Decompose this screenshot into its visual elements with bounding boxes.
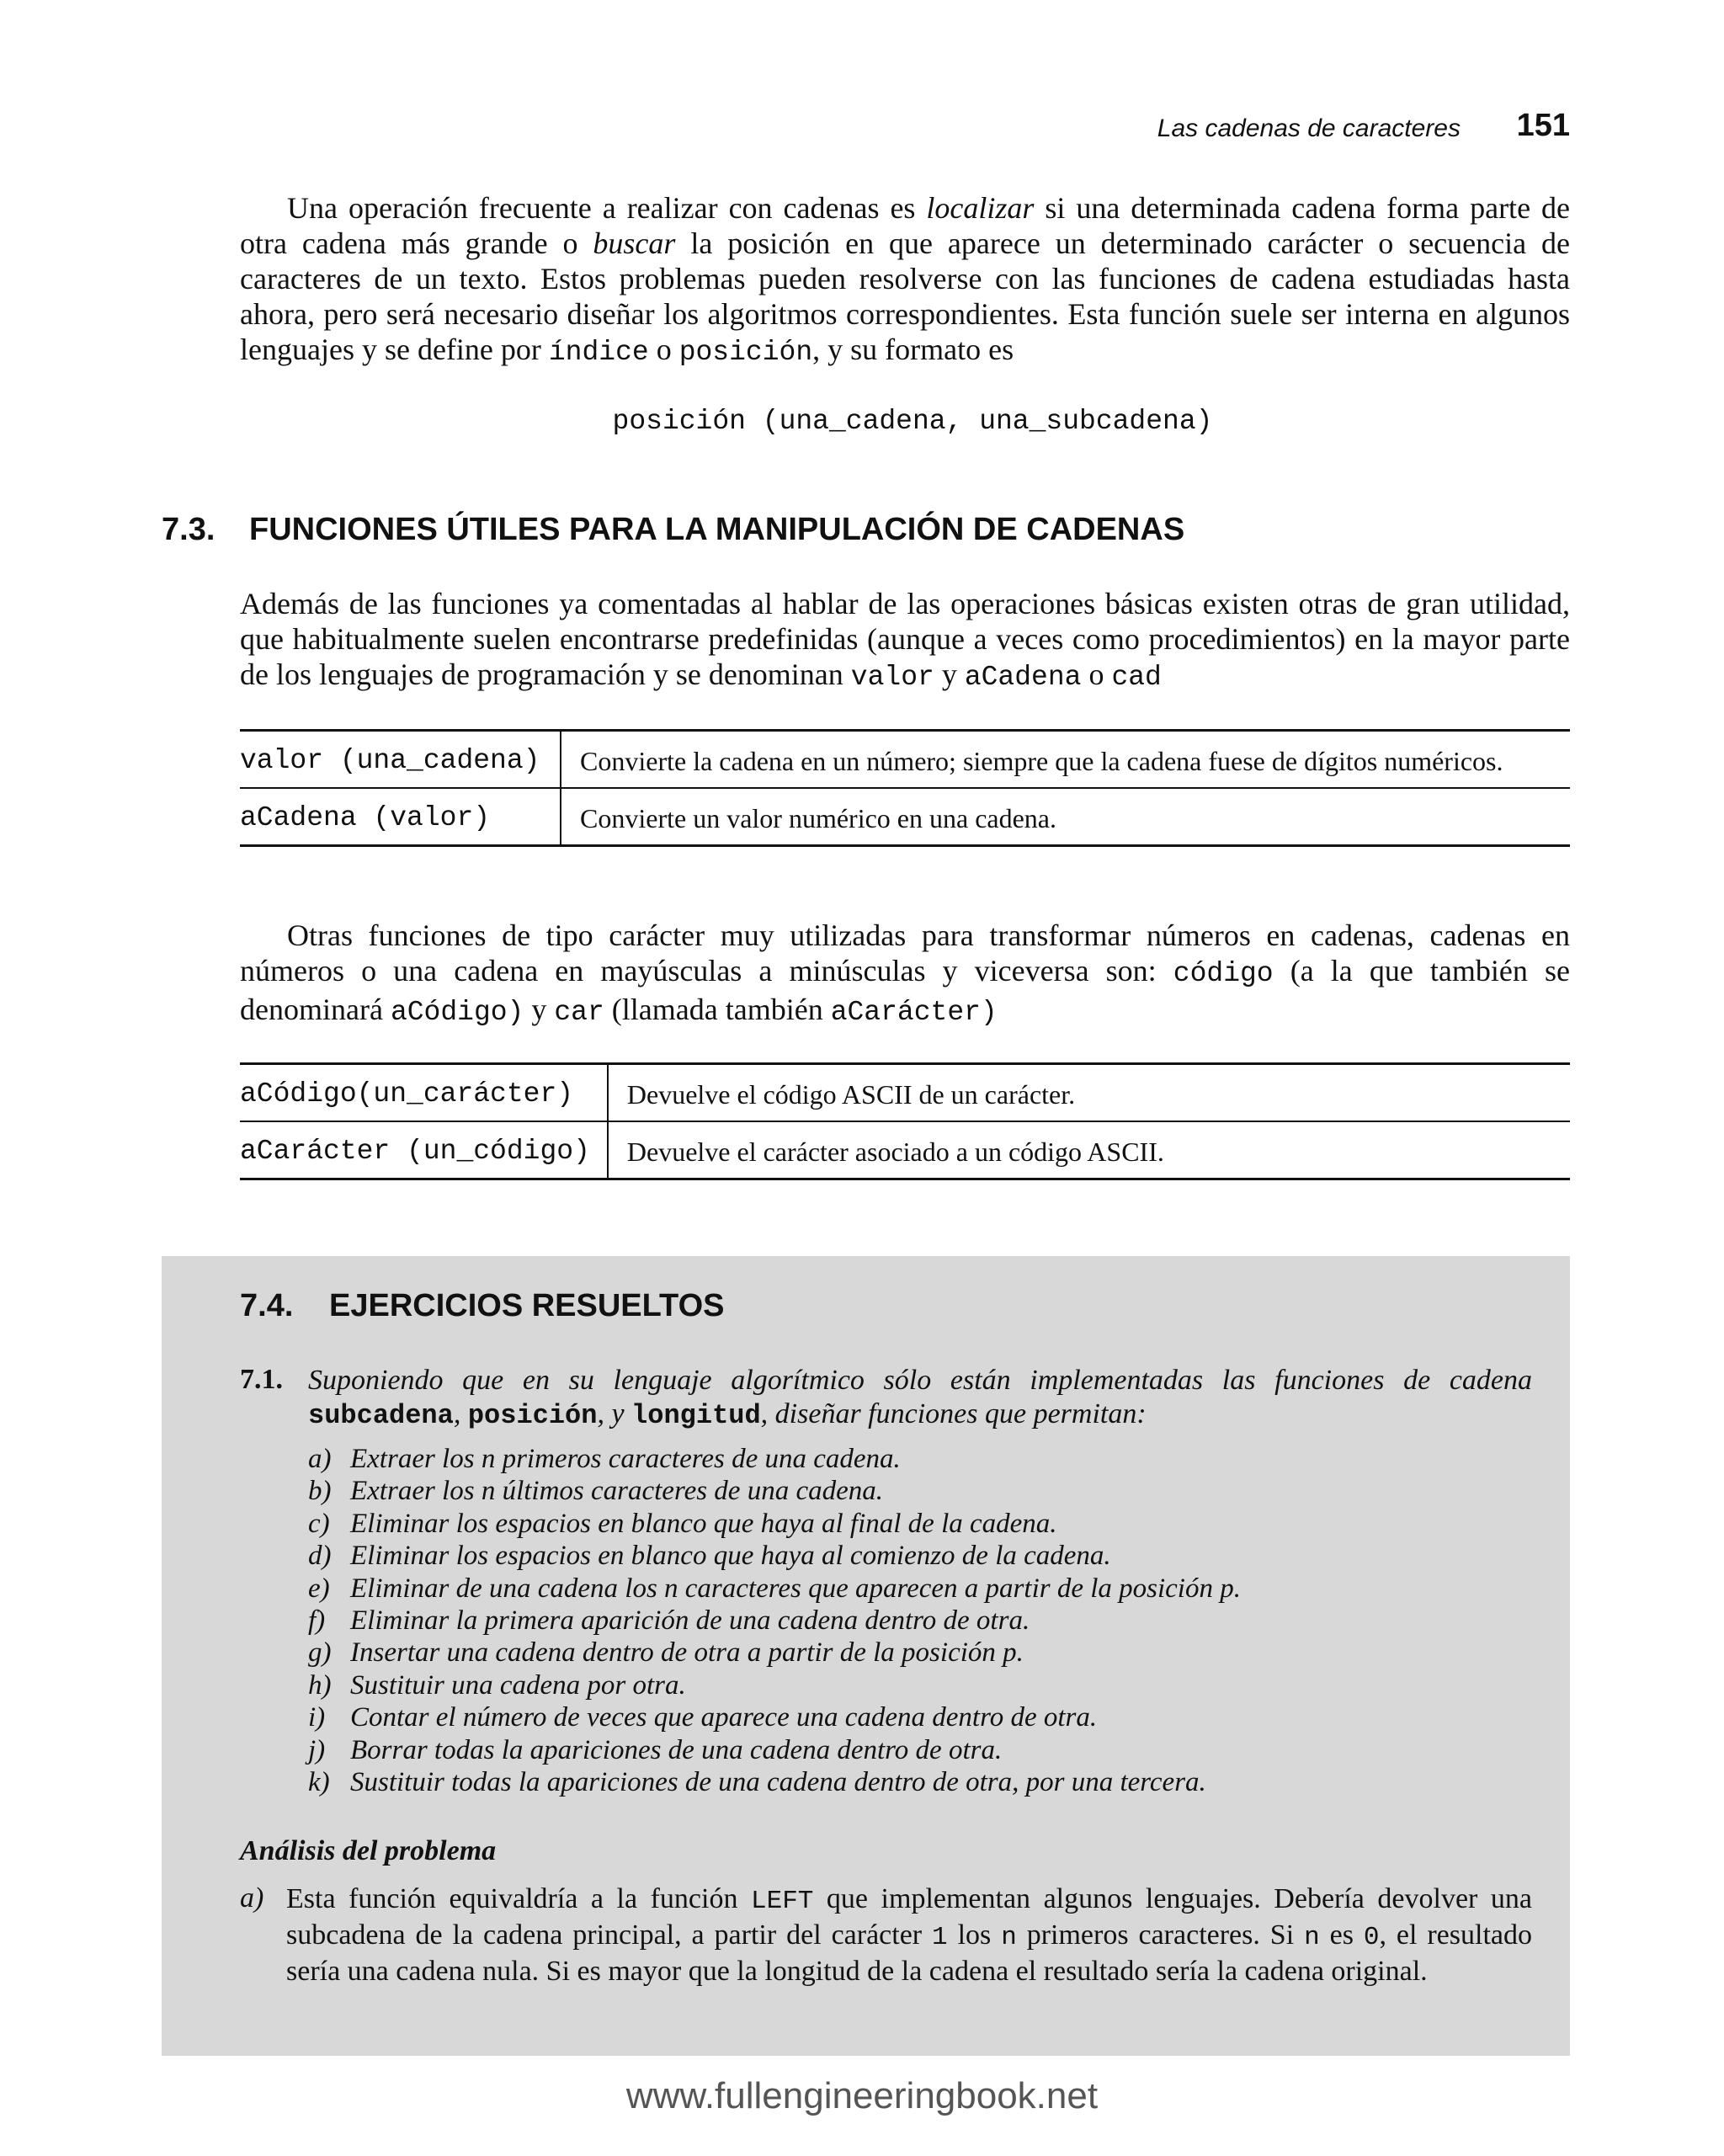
- list-item: [308, 1669, 1532, 1701]
- answer-text: es: [1319, 1919, 1364, 1951]
- body-text: Otras funciones de tipo carácter muy utilizadas para transformar números en cadenas, cadenas en números o una cadena en mayúsculas a minúsculas y viceversa son:: [240, 918, 1570, 988]
- section-heading-7-3: [162, 512, 1184, 548]
- item-label: k): [308, 1767, 330, 1798]
- list-item: [308, 1734, 1532, 1766]
- item-text: Eliminar los espacios en blanco que haya al comienzo de la cadena.: [350, 1541, 1111, 1572]
- intro-emphasis-buscar: buscar: [593, 226, 676, 260]
- list-item: [308, 1605, 1532, 1637]
- function-description: Convierte la cadena en un número; siempre que la cadena fuese de dígitos numéricos.: [580, 746, 1503, 776]
- exercise-number: 7.1.: [240, 1364, 283, 1395]
- function-description: Convierte un valor numérico en una cadena.: [561, 788, 1570, 846]
- exercise-text: ,: [453, 1398, 468, 1429]
- body-text: Además de las funciones ya comentadas al hablar de las operaciones básicas existen otras de gran utilidad, que habitualmente suelen encontrarse predefinidas (aunque a veces como procedimientos) en la mayor parte de los lenguajes de programación y se denominan: [240, 587, 1570, 691]
- code-longitud: longitud: [631, 1400, 761, 1431]
- answer-label: a): [240, 1882, 264, 1914]
- list-item: [308, 1508, 1532, 1540]
- list-item: [308, 1701, 1532, 1733]
- code-valor: valor: [850, 662, 934, 693]
- item-text: Insertar una cadena dentro de otra a partir de la posición p.: [350, 1637, 1024, 1669]
- code-indice: índice: [548, 337, 649, 368]
- item-label: e): [308, 1573, 330, 1604]
- list-item: [308, 1766, 1532, 1798]
- item-label: f): [308, 1605, 326, 1637]
- code-car: car: [554, 997, 604, 1028]
- function-signature: aCódigo(un_carácter): [240, 1064, 608, 1122]
- body-text: y: [934, 657, 965, 691]
- code-acadena: aCadena: [964, 662, 1082, 693]
- item-text: Contar el número de veces que aparece una cadena dentro de otra.: [350, 1702, 1098, 1733]
- table-row: [240, 788, 1570, 846]
- item-label: j): [308, 1734, 326, 1765]
- item-label: a): [308, 1444, 332, 1474]
- item-text: Extraer los n primeros caracteres de una cadena.: [350, 1444, 901, 1474]
- item-text: Extraer los n últimos caracteres de una cadena.: [350, 1476, 883, 1507]
- code-one: 1: [932, 1923, 948, 1952]
- section-7-3-paragraph-2: [240, 918, 1570, 1030]
- code-cad: cad: [1111, 662, 1162, 693]
- intro-paragraph: [240, 190, 1570, 370]
- section-title: EJERCICIOS RESUELTOS: [329, 1288, 725, 1323]
- code-n: n: [1304, 1923, 1320, 1952]
- answer-text: los: [947, 1919, 1002, 1951]
- item-label: d): [308, 1541, 332, 1572]
- intro-text: Una operación frecuente a realizar con cadenas es: [287, 191, 927, 225]
- section-number: 7.3.: [162, 512, 216, 547]
- code-subcadena: subcadena: [308, 1400, 454, 1431]
- list-item: [308, 1540, 1532, 1572]
- character-functions-table: [240, 1062, 1570, 1180]
- exercise-text: Suponiendo que en su lenguaje algorítmico sólo están implementadas las funciones de cadena: [308, 1365, 1532, 1396]
- function-signature: aCadena (valor): [240, 788, 561, 846]
- running-title: Las cadenas de caracteres: [1157, 114, 1461, 142]
- intro-text: o: [648, 333, 679, 366]
- list-item: [308, 1443, 1532, 1475]
- table-row: [240, 1064, 1570, 1122]
- analysis-heading: Análisis del problema: [240, 1835, 497, 1866]
- answer-text: , el resultado sería una cadena nula. Si es mayor que la longitud de la cadena el resultado sería la cadena original.: [286, 1919, 1532, 1987]
- conversion-functions-table: [240, 729, 1570, 847]
- answer-text: primeros caracteres. Si: [1016, 1919, 1305, 1951]
- item-label: c): [308, 1508, 330, 1539]
- code-n: n: [1001, 1923, 1017, 1952]
- page-header: [1128, 108, 1570, 150]
- item-label: i): [308, 1702, 326, 1733]
- answer-text: Esta función equivaldría a la función: [286, 1883, 751, 1914]
- item-text: Eliminar los espacios en blanco que haya al final de la cadena.: [350, 1508, 1057, 1539]
- exercise-text: , y: [597, 1398, 632, 1429]
- intro-emphasis-localizar: localizar: [926, 191, 1035, 225]
- intro-text: la posición en que aparece un determinado carácter o secuencia de caracteres de un texto. Estos problemas pueden resolverse con las funciones de cadena estudiadas hasta ahora, pero será necesario diseñar los algoritmos correspondientes. Esta función suele ser interna en algunos lenguajes y se define por: [240, 226, 1570, 366]
- item-text: Sustituir una cadena por otra.: [350, 1669, 686, 1701]
- code-left: LEFT: [750, 1887, 814, 1916]
- answer-text: que implementan algunos lenguajes. Debería devolver una subcadena de la cadena principal, a partir del carácter: [286, 1883, 1532, 1951]
- intro-text: , y su formato es: [812, 333, 1014, 366]
- item-text: Borrar todas la apariciones de una cadena dentro de otra.: [350, 1734, 1003, 1765]
- list-item: [308, 1573, 1532, 1605]
- function-signature: valor (una_cadena): [240, 731, 561, 789]
- code-acaracter: aCarácter): [830, 997, 998, 1028]
- list-item: [308, 1475, 1532, 1507]
- section-7-3-paragraph-1: [240, 586, 1570, 695]
- item-label: b): [308, 1476, 332, 1507]
- exercise-item-list: [308, 1443, 1532, 1798]
- list-item: [308, 1637, 1532, 1669]
- section-heading-7-4: [240, 1288, 724, 1324]
- formula-posicion: posición (una_cadena, una_subcadena): [612, 406, 1213, 437]
- item-text: Eliminar de una cadena los n caracteres que aparecen a partir de la posición p.: [350, 1573, 1241, 1604]
- function-description: Devuelve el código ASCII de un carácter.: [626, 1079, 1076, 1110]
- function-signature: aCarácter (un_código): [240, 1121, 608, 1179]
- item-label: g): [308, 1637, 332, 1669]
- code-posicion: posición: [467, 1400, 598, 1431]
- item-text: Eliminar la primera aparición de una cadena dentro de otra.: [350, 1605, 1030, 1637]
- code-codigo: código: [1173, 958, 1274, 989]
- item-text: Sustituir todas la apariciones de una cadena dentro de otra, por una tercera.: [350, 1767, 1206, 1798]
- section-number: 7.4.: [240, 1288, 294, 1323]
- body-text: (a la que también se denominará: [240, 954, 1570, 1026]
- function-description: Devuelve el carácter asociado a un código ASCII.: [608, 1121, 1570, 1179]
- intro-text: si una determinada cadena forma parte de otra cadena más grande o: [240, 191, 1571, 260]
- table-row: [240, 731, 1570, 789]
- exercise-statement: [308, 1364, 1532, 1433]
- item-label: h): [308, 1669, 332, 1701]
- code-posicion: posición: [678, 337, 813, 368]
- body-text: y: [524, 993, 555, 1026]
- table-row: [240, 1121, 1570, 1179]
- body-text: (llamada también: [604, 993, 831, 1026]
- page-number: 151: [1516, 108, 1570, 143]
- section-title: FUNCIONES ÚTILES PARA LA MANIPULACIÓN DE CADENAS: [249, 512, 1185, 547]
- exercise-text: , diseñar funciones que permitan:: [760, 1398, 1147, 1429]
- footer-url: www.fullengineeringbook.net: [625, 2075, 1099, 2116]
- answer-a-text: [286, 1882, 1532, 1988]
- code-zero: 0: [1363, 1923, 1380, 1952]
- code-acodigo: aCódigo): [390, 997, 524, 1028]
- body-text: o: [1081, 657, 1112, 691]
